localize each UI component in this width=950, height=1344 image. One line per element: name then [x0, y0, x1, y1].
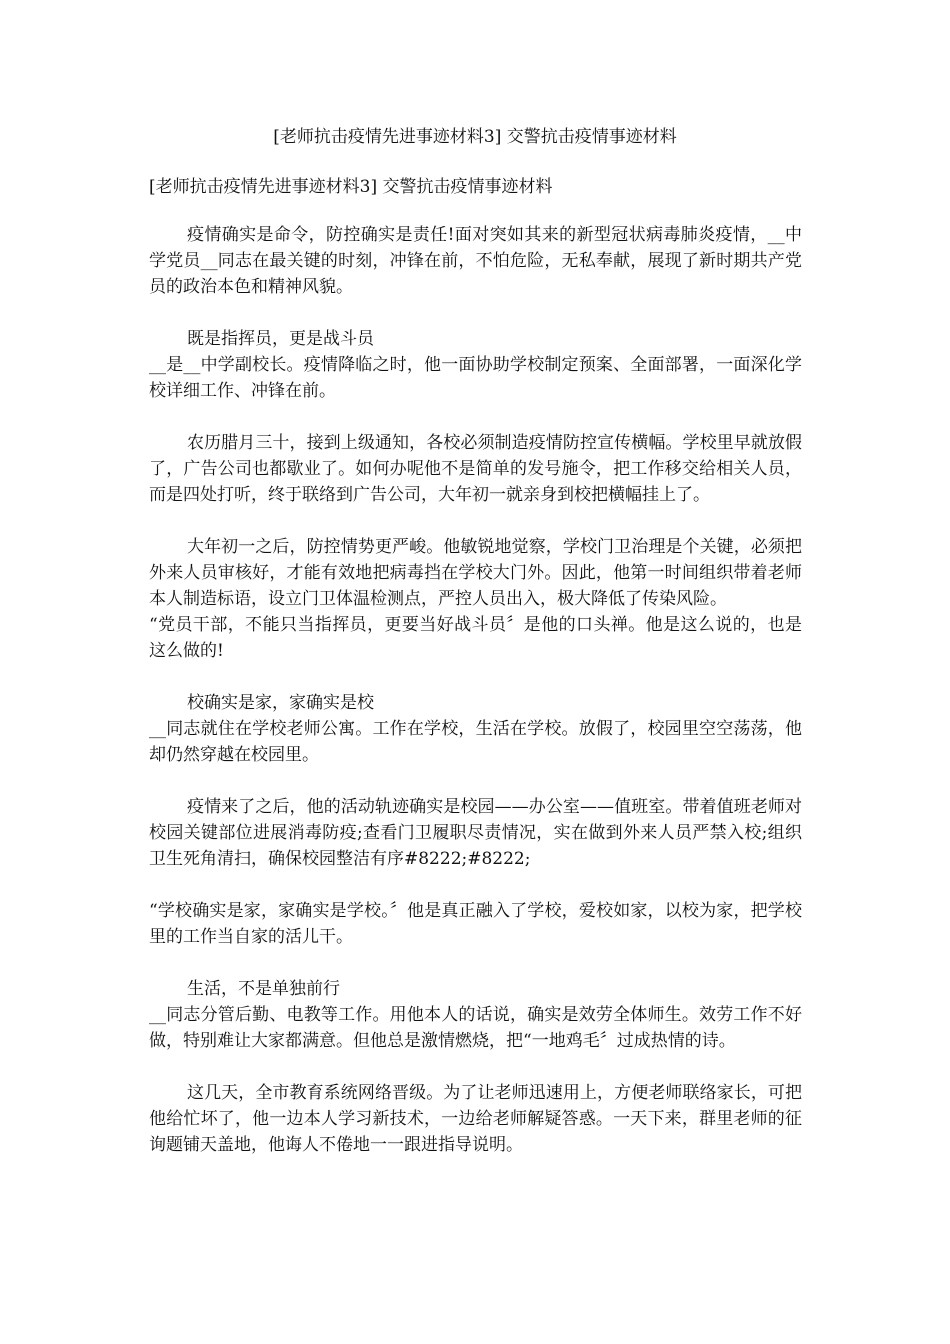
paragraph-banner: 农历腊月三十，接到上级通知，各校必须制造疫情防控宣传横幅。学校里早就放假了，广告公司也都歇业了。如何办呢他不是简单的发号施令，把工作移交给相关人员，而是四处打听，终于联络到广告公司，大年初一就亲身到校把横幅挂上了。: [149, 433, 802, 505]
section-heading-school-home: 校确实是家，家确实是校: [187, 693, 374, 713]
paragraph-network-upgrade: 这几天，全市教育系统网络晋级。为了让老师迅速用上，方便老师联络家长，可把他给忙坏了，他一边本人学习新技术，一边给老师解疑答惑。一天下来，群里老师的征询题铺天盖地，他诲人不倦地一一跟进指导说明。: [149, 1083, 802, 1155]
paragraph-motto: “党员干部，不能只当指挥员，更要当好战斗员〞是他的口头禅。他是这么说的，也是这么做的!: [149, 615, 802, 661]
document-body: [149, 222, 802, 1184]
document-subtitle: [老师抗击疫情先进事迹材料3] 交警抗击疫情事迹材料: [149, 177, 553, 197]
section-heading-commander: 既是指挥员，更是战斗员: [187, 329, 374, 349]
section-heading-not-alone: 生活，不是单独前行: [187, 979, 340, 999]
paragraph-logistics: __同志分管后勤、电教等工作。用他本人的话说，确实是效劳全体师生。效劳工作不好做，特别难让大家都满意。但他总是激情燃烧，把“一地鸡毛〞过成热情的诗。: [149, 1005, 802, 1051]
paragraph-vice-principal: __是__中学副校长。疫情降临之时，他一面协助学校制定预案、全面部署，一面深化学校详细工作、冲锋在前。: [149, 355, 802, 401]
paragraph-disinfection: 疫情来了之后，他的活动轨迹确实是校园——办公室——值班室。带着值班老师对校园关键部位进展消毒防疫;查看门卫履职尽责情况，实在做到外来人员严禁入校;组织卫生死角清扫，确保校园整洁有序#8222;#8222;: [149, 797, 802, 869]
paragraph-gate-control: 大年初一之后，防控情势更严峻。他敏锐地觉察，学校门卫治理是个关键，必须把外来人员审核好，才能有效地把病毒挡在学校大门外。因此，他第一时间组织带着老师本人制造标语，设立门卫体温检测点，严控人员出入，极大降低了传染风险。: [149, 537, 802, 609]
paragraph-intro: 疫情确实是命令，防控确实是责任!面对突如其来的新型冠状病毒肺炎疫情，__中学党员__同志在最关键的时刻，冲锋在前，不怕危险，无私奉献，展现了新时期共产党员的政治本色和精神风貌。: [149, 225, 802, 297]
paragraph-school-is-home: “学校确实是家，家确实是学校。〞他是真正融入了学校，爱校如家，以校为家，把学校里的工作当自家的活儿干。: [149, 901, 802, 947]
document-title: [老师抗击疫情先进事迹材料3] 交警抗击疫情事迹材料: [273, 127, 677, 147]
paragraph-apartment: __同志就住在学校老师公寓。工作在学校，生活在学校。放假了，校园里空空荡荡，他却仍然穿越在校园里。: [149, 719, 802, 765]
